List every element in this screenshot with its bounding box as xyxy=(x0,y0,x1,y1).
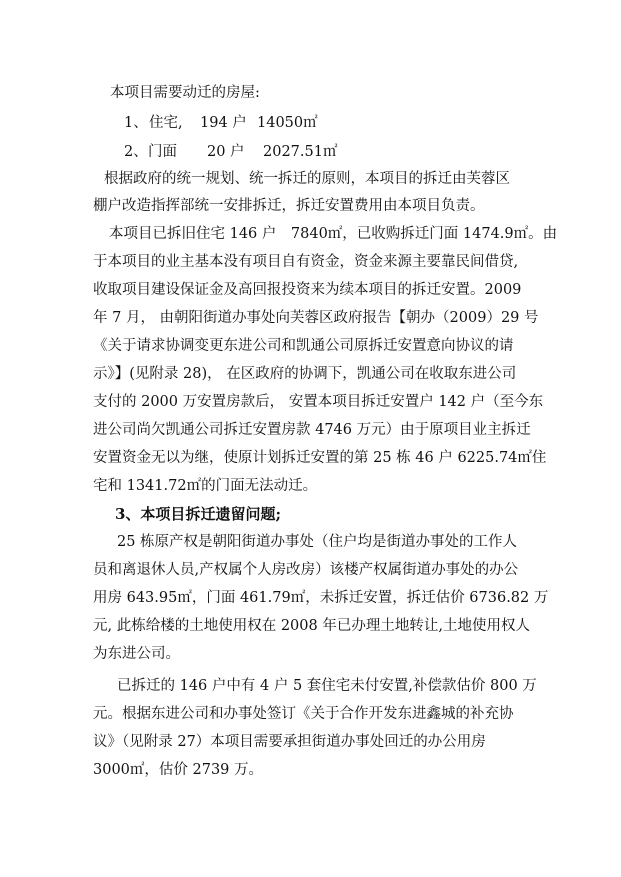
house-count: 194 户 xyxy=(200,115,247,131)
paragraph-line: 支付的 2000 万安置房款后， 安置本项目拆迁安置户 142 户（至今东 xyxy=(93,394,544,410)
paragraph-line: 棚户改造指挥部统一安排拆迁，拆迁安置费用由本项目负责。 xyxy=(93,198,485,214)
paragraph-line: 根据政府的统一规划、统一拆迁的原则，本项目的拆迁由芙蓉区 xyxy=(104,171,510,187)
paragraph-line: 本项目已拆旧住宅 146 户 7840㎡，已收购拆迁门面 1474.9㎡。由 xyxy=(109,226,558,242)
paragraph-line: 安置资金无以为继，使原计划拆迁安置的第 25 栋 46 户 6225.74㎡住 xyxy=(93,450,547,466)
paragraph-line: 3000㎡，估价 2739 万。 xyxy=(93,762,264,778)
paragraph-line: 收取项目建设保证金及高回报投资来为续本项目的拆迁安置。2009 xyxy=(93,282,522,298)
paragraph-line: 于本项目的业主基本没有项目自有资金，资金来源主要靠民间借贷, xyxy=(93,254,519,270)
house-area: 14050㎡ xyxy=(257,115,318,131)
paragraph-line: 宅和 1341.72㎡的门面无法动迁。 xyxy=(93,478,318,494)
paragraph-line: 示》】(见附录 28)， 在区政府的协调下，凯通公司在收取东进公司 xyxy=(93,366,517,382)
section-heading: 3、本项目拆迁遗留问题; xyxy=(115,505,281,523)
paragraph-line: 进公司尚欠凯通公司拆迁安置房款 4746 万元）由于原项目业主拆迁 xyxy=(93,422,531,438)
paragraph-line: 25 栋原产权是朝阳街道办事处（住户均是街道办事处的工作人 xyxy=(117,534,518,550)
paragraph-line: 《关于请求协调变更东进公司和凯通公司原拆迁安置意向协议的请 xyxy=(93,338,514,354)
house-count: 20 户 xyxy=(207,144,245,160)
house-area: 2027.51㎡ xyxy=(263,144,338,160)
house-index: 1、 xyxy=(124,115,148,131)
paragraph-line: 已拆迁的 146 户中有 4 户 5 套住宅未付安置,补偿款估价 800 万 xyxy=(117,678,537,694)
house-type: 门面 xyxy=(148,144,177,160)
paragraph-line: 年 7 月， 由朝阳街道办事处向芙蓉区政府报告【朝办（2009）29 号 xyxy=(93,310,539,326)
paragraph-line: 为东进公司。 xyxy=(93,646,180,662)
paragraph-line: 员和离退休人员,产权属个人房改房）该楼产权属街道办事处的办公 xyxy=(93,562,519,578)
intro-line: 本项目需要动迁的房屋: xyxy=(110,85,260,101)
paragraph-line: 元。根据东进公司和办事处签订《关于合作开发东进鑫城的补充协 xyxy=(93,706,514,722)
paragraph-line: 议》（见附录 27）本项目需要承担街道办事处回迁的办公用房 xyxy=(93,734,486,750)
house-index: 2、 xyxy=(124,144,148,160)
house-type: 住宅, xyxy=(149,115,183,131)
paragraph-line: 元, 此栋给楼的土地使用权在 2008 年已办理土地转让,土地使用权人 xyxy=(93,618,530,634)
paragraph-line: 用房 643.95㎡，门面 461.79㎡，未拆迁安置，拆迁估价 6736.82 万 xyxy=(93,590,549,606)
